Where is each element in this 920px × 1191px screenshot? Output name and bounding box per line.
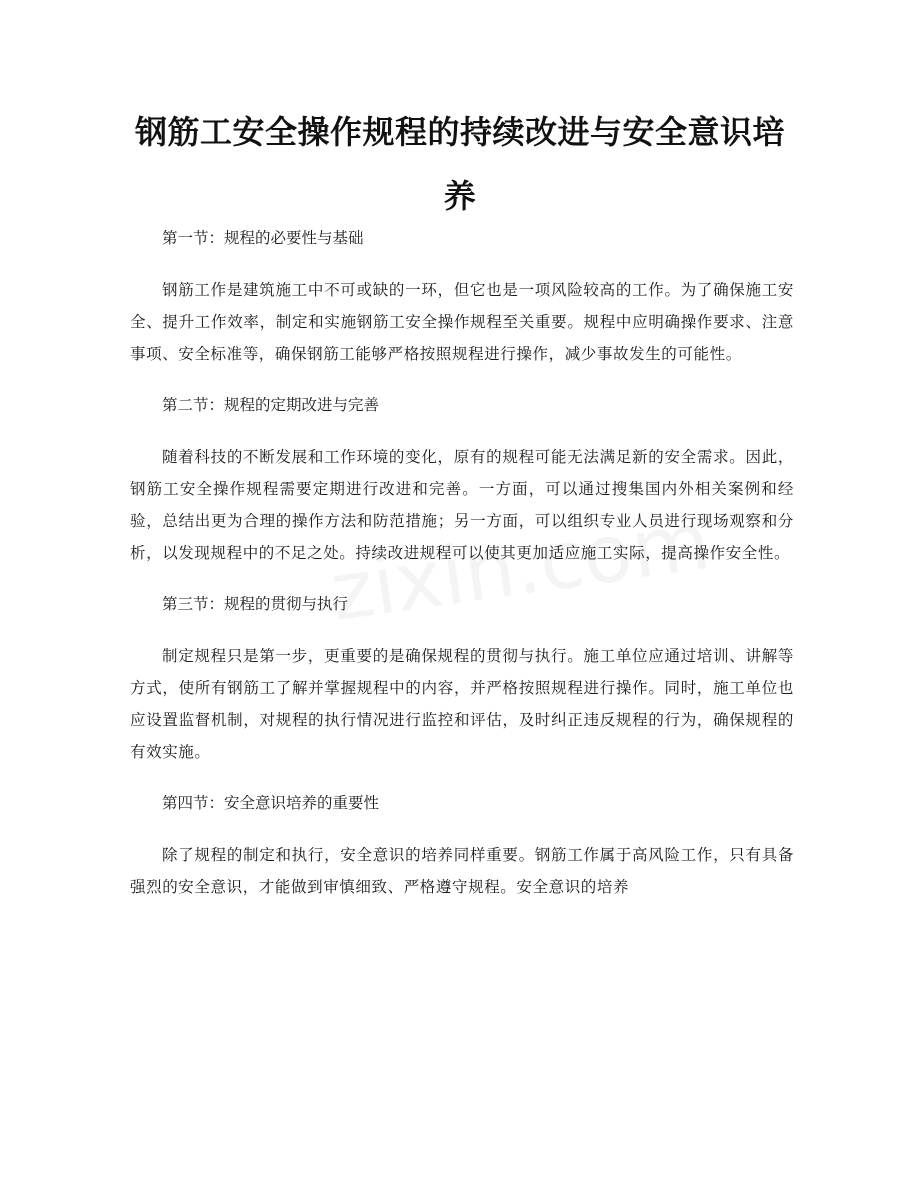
section-4-heading: 第四节：安全意识培养的重要性 <box>162 794 380 812</box>
section-2-paragraph: 随着科技的不断发展和工作环境的变化，原有的规程可能无法满足新的安全需求。因此，钢筋工安全操作规程需要定期进行改进和完善。一方面，可以通过搜集国内外相关案例和经验，总结出更为合理的操作方法和防范措施；另一方面，可以组织专业人员进行现场观察和分析，以发现规程中的不足之处。持续改进规程可以使其更加适应施工实际，提高操作安全性。 <box>130 448 794 562</box>
document-title: 钢筋工安全操作规程的持续改进与安全意识培养 <box>134 113 785 215</box>
section-3-heading: 第三节：规程的贯彻与执行 <box>162 595 349 613</box>
section-1-heading: 第一节：规程的必要性与基础 <box>162 229 364 247</box>
section-4-paragraph: 除了规程的制定和执行，安全意识的培养同样重要。钢筋工作属于高风险工作，只有具备强烈的安全意识，才能做到审慎细致、严格遵守规程。安全意识的培养 <box>130 846 794 896</box>
document-body <box>130 222 794 922</box>
section-2-heading: 第二节：规程的定期改进与完善 <box>162 396 380 414</box>
section-3-paragraph: 制定规程只是第一步，更重要的是确保规程的贯彻与执行。施工单位应通过培训、讲解等方式，使所有钢筋工了解并掌握规程中的内容，并严格按照规程进行操作。同时，施工单位也应设置监督机制，对规程的执行情况进行监控和评估，及时纠正违反规程的行为，确保规程的有效实施。 <box>130 647 794 761</box>
section-1-paragraph: 钢筋工作是建筑施工中不可或缺的一环，但它也是一项风险较高的工作。为了确保施工安全、提升工作效率，制定和实施钢筋工安全操作规程至关重要。规程中应明确操作要求、注意事项、安全标准等，确保钢筋工能够严格按照规程进行操作，减少事故发生的可能性。 <box>130 281 794 363</box>
